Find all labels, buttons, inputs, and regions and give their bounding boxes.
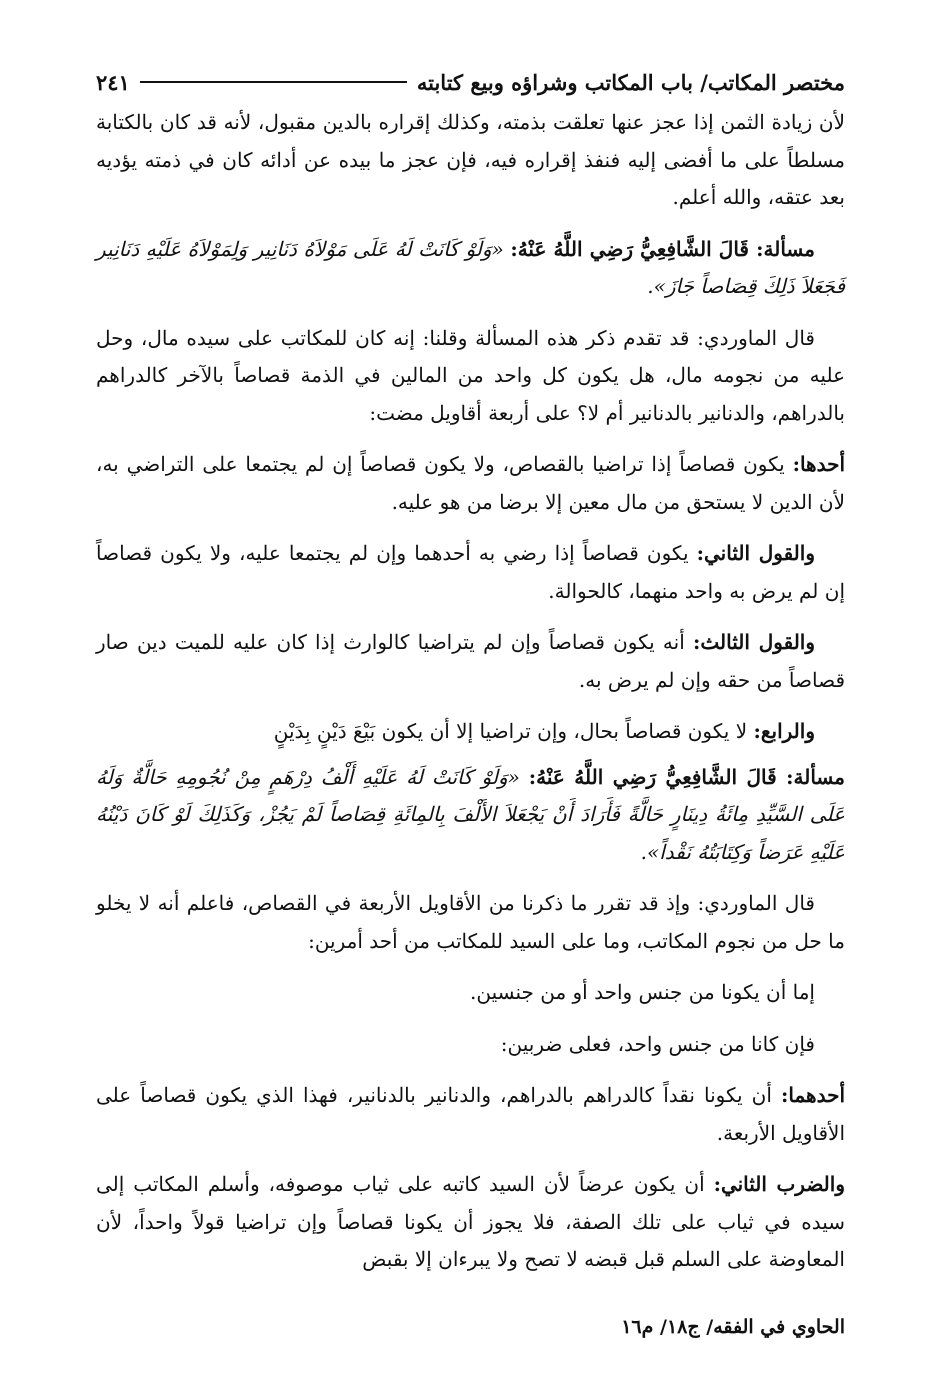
shafii-quote: «وَلَوْ كَانَتْ لَهُ عَلَى مَوْلاَهُ دَنَانِير وَلِمَوْلاَهُ عَلَيْهِ دَنَانِير فَجَعَلاَ ذَلِكَ قِصَاصاً جَازَ». [96,236,845,298]
paragraph-lead: والقول الثاني: [696,541,815,565]
opinion-3 [96,624,845,699]
opinion-4 [96,713,845,751]
issue-heading-2 [96,759,845,872]
paragraph-text: أن يكون عرضاً لأن السيد كاتبه على ثياب موصوفه، وأسلم المكاتب إلى سيده في ثياب على تلك الصفة، فلا يجوز أن يكونا قصاصاً وإن تراضيا قولاً واحداً، لأن المعاوضة على السلم قبل قبضه لا تصح ولا يبرءان إلا بقبض [96,1172,845,1271]
paragraph-text: يكون قصاصاً إذا رضي به أحدهما وإن لم يجتمعا عليه، ولا يكون قصاصاً إن لم يرض به واحد منهما، كالحوالة. [96,541,845,603]
paragraph-text: أنه يكون قصاصاً وإن لم يتراضيا كالوارث إذا كان عليه للميت دين صار قصاصاً من حقه وإن لم يرض به. [96,630,845,692]
opinion-1 [96,446,845,521]
paragraph-lead: والضرب الثاني: [713,1172,845,1196]
paragraph-text: لا يكون قصاصاً بحال، وإن تراضيا إلا أن يكون بَيْعَ دَيْنٍ بِدَيْنٍ [273,719,748,743]
paragraph-lead: مسألة: قَالَ الشَّافِعِيُّ رَضِي اللَّهُ عَنْهُ: [510,236,815,261]
paragraph-3 [96,320,845,433]
running-header [96,62,845,102]
header-title: مختصر المكاتب/ باب المكاتب وشراؤه وبيع كتابته [416,69,845,95]
type-1 [96,1077,845,1152]
page-number: ٢٤١ [96,69,130,95]
paragraph-text: أن يكونا نقداً كالدراهم بالدراهم، والدنانير بالدنانير، فهذا الذي يكون قصاصاً على الأقاويل الأربعة. [96,1083,845,1145]
header-rule [140,81,407,83]
issue-heading-1 [96,231,845,306]
paragraph-lead: والقول الثالث: [693,630,815,654]
paragraph-lead: والرابع: [753,719,815,743]
shafii-quote: «وَلَوْ كَانَتْ لَهُ عَلَيْهِ أَلْفُ دِرْهَمٍ مِنْ نُجُومِهِ حَالَّةٌ وَلَهُ عَلَى السَّيِّدِ مِائَةُ دِينَارٍ حَالَّةً فَأَرَادَ أَنْ يَجْعَلاَ الأَلْفَ بِالمِائَةِ قِصَاصاً لَمْ يَجُزْ، وَكَذَلِكَ لَوْ كَانَ دَيْنُهُ عَلَيْهِ عَرَضاً وَكِتَابَتُهُ نَقْداً». [96,764,845,864]
body-text [96,104,845,1293]
paragraph-text: فإن كانا من جنس واحد، فعلى ضربين: [500,1031,815,1056]
page-footer: الحاوي في الفقه/ ج١٨/ م١٦ [621,1316,845,1338]
paragraph-10 [96,974,845,1012]
paragraph-text: إما أن يكونا من جنس واحد أو من جنسين. [470,980,815,1004]
paragraph-lead: أحدها: [792,452,846,476]
paragraph-lead: مسألة: قَالَ الشَّافِعِيُّ رَضِي اللَّهُ عَنْهُ: [528,764,845,789]
paragraph-11 [96,1026,845,1064]
paragraph-text: قال الماوردي: قد تقدم ذكر هذه المسألة وقلنا: إنه كان للمكاتب على سيده مال، وحل عليه من نجومه مال، هل يكون كل واحد من المالين في الذمة قصاصاً بالآخر كالدراهم بالدراهم، والدنانير بالدنانير أم لا؟ على أربعة أقاويل مضت: [96,325,845,425]
paragraph-text: قال الماوردي: وإذ قد تقرر ما ذكرنا من الأقاويل الأربعة في القصاص، فاعلم أنه لا يخلو ما حل من نجوم المكاتب، وما على السيد للمكاتب من أحد أمرين: [96,891,845,953]
paragraph-lead: أحدهما: [781,1083,846,1107]
paragraph-1 [96,104,845,217]
opinion-2 [96,535,845,610]
paragraph-text: لأن زيادة الثمن إذا عجز عنها تعلقت بذمته، وكذلك إقراره بالدين مقبول، لأنه قد كان بالكتابة مسلطاً على ما أفضى إليه فنفذ إقراره فيه، فإن عجز ما بيده عن أدائه كان في ذمته يؤديه بعد عتقه، والله أعلم. [96,110,845,209]
paragraph-9 [96,885,845,960]
type-2 [96,1166,845,1279]
paragraph-text: يكون قصاصاً إذا تراضيا بالقصاص، ولا يكون قصاصاً إن لم يجتمعا على التراضي به، لأن الدين لا يستحق من مال معين إلا برضا من هو عليه. [96,452,845,514]
